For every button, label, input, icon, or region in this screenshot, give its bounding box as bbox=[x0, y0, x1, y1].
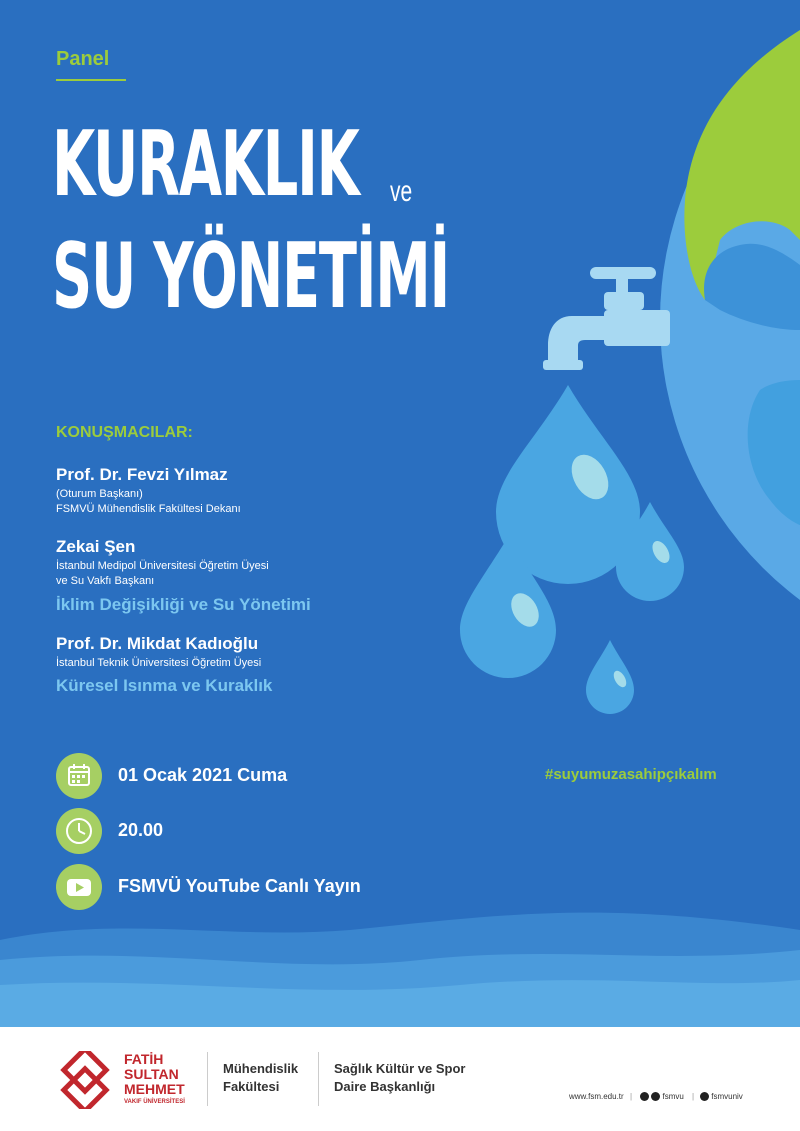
event-venue: FSMVÜ YouTube Canlı Yayın bbox=[118, 876, 361, 896]
calendar-icon bbox=[56, 753, 102, 799]
speaker-detail: İstanbul Teknik Üniversitesi Öğretim Üyesi bbox=[56, 657, 262, 669]
hashtag: #suyumuzasahipçıkalım bbox=[545, 766, 717, 783]
speaker-detail: FSMVÜ Mühendislik Fakültesi Dekanı bbox=[56, 503, 241, 515]
title-line-2: SU YÖNETİMİ bbox=[52, 224, 450, 329]
panel-underline bbox=[56, 79, 126, 81]
social-handle: fsmvuniv bbox=[711, 1092, 743, 1101]
social-separator: | bbox=[630, 1092, 633, 1101]
water-drops-icon bbox=[460, 385, 684, 714]
title-connector: ve bbox=[390, 175, 413, 208]
youtube-icon bbox=[56, 864, 102, 910]
website-link[interactable]: www.fsm.edu.tr bbox=[569, 1092, 624, 1101]
social-separator: | bbox=[692, 1092, 695, 1101]
social-handle: fsmvu bbox=[662, 1092, 684, 1101]
panel-label: Panel bbox=[56, 48, 110, 70]
facebook-icon bbox=[640, 1092, 649, 1101]
clock-icon bbox=[56, 808, 102, 854]
social-instagram[interactable] bbox=[700, 1092, 743, 1101]
footer-divider bbox=[318, 1052, 319, 1106]
event-date: 01 Ocak 2021 Cuma bbox=[118, 765, 288, 785]
speaker-detail: (Oturum Başkanı) bbox=[56, 488, 143, 500]
faculty-line-2: Fakültesi bbox=[223, 1079, 280, 1094]
speakers-heading: KONUŞMACILAR: bbox=[56, 424, 193, 441]
department-line-1: Sağlık Kültür ve Spor bbox=[334, 1061, 466, 1076]
speaker-name: Prof. Dr. Fevzi Yılmaz bbox=[56, 465, 228, 484]
instagram-icon bbox=[700, 1092, 709, 1101]
speaker-topic: İklim Değişikliği ve Su Yönetimi bbox=[56, 595, 311, 614]
speaker-topic: Küresel Isınma ve Kuraklık bbox=[56, 676, 273, 695]
university-name-line-1: FATİH bbox=[124, 1051, 164, 1067]
event-time: 20.00 bbox=[118, 820, 164, 840]
speaker-name: Zekai Şen bbox=[56, 537, 136, 556]
faculty-line-1: Mühendislik bbox=[223, 1061, 299, 1076]
footer-divider bbox=[207, 1052, 208, 1106]
title-line-1: KURAKLIK bbox=[52, 112, 359, 217]
speaker-name: Prof. Dr. Mikdat Kadıoğlu bbox=[56, 634, 259, 653]
speaker-detail: İstanbul Medipol Üniversitesi Öğretim Üyesi bbox=[56, 560, 269, 572]
social-facebook-twitter[interactable] bbox=[640, 1092, 684, 1101]
twitter-icon bbox=[651, 1092, 660, 1101]
speaker-detail: ve Su Vakfı Başkanı bbox=[56, 575, 155, 587]
faucet-icon bbox=[543, 267, 670, 370]
university-name-line-3: MEHMET bbox=[124, 1081, 185, 1097]
university-logo-icon bbox=[56, 1051, 114, 1109]
footer bbox=[0, 1027, 800, 1131]
department-line-2: Daire Başkanlığı bbox=[334, 1079, 436, 1094]
university-name-line-2: SULTAN bbox=[124, 1066, 179, 1082]
university-subtitle: VAKIF ÜNİVERSİTESİ bbox=[124, 1099, 185, 1105]
waves-decoration bbox=[0, 913, 800, 1030]
